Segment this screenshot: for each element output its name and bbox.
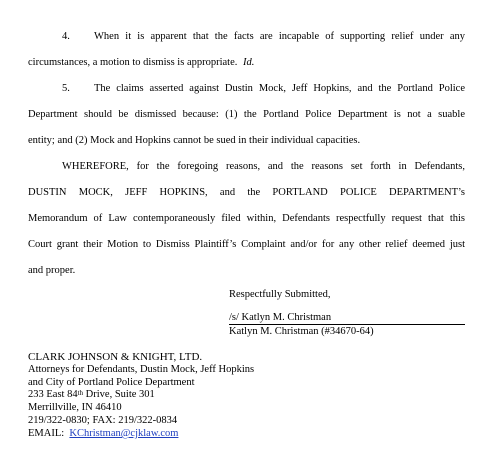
wherefore-line4: Court grant their Motion to Dismiss Plaintiff’s Complaint and/or for any other relief deemed just [28, 239, 465, 250]
para4-line2 [28, 57, 254, 69]
wherefore-line1: WHEREFORE, for the foregoing reasons, and the reasons set forth in Defendants, [62, 161, 465, 172]
firm-address [28, 389, 155, 401]
firm-name: CLARK JOHNSON & KNIGHT, LTD. [28, 351, 203, 363]
firm-email [28, 428, 178, 440]
para4-line2-text: circumstances, a motion to dismiss is appropriate. [28, 57, 238, 68]
signature-esign: /s/ Katlyn M. Christman [229, 312, 332, 323]
firm-address-number: 233 East 84 [28, 389, 78, 400]
firm-attorneys-line1: Attorneys for Defendants, Dustin Mock, Jeff Hopkins [28, 364, 255, 375]
para5-line1: The claims asserted against Dustin Mock, Jeff Hopkins, and the Portland Police [94, 83, 465, 94]
signature-underline [229, 324, 465, 325]
para4-citation: Id. [243, 57, 255, 68]
signature-name: Katlyn M. Christman (#34670-64) [229, 326, 374, 337]
firm-attorneys-line2: and City of Portland Police Department [28, 377, 195, 388]
firm-address-rest: Drive, Suite 301 [83, 389, 155, 400]
wherefore-line2: DUSTIN MOCK, JEFF HOPKINS, and the PORTLAND POLICE DEPARTMENT’s [28, 187, 465, 198]
para5-line2: Department should be dismissed because: (1) the Portland Police Department is not a suable [28, 109, 465, 120]
wherefore-line5: and proper. [28, 265, 76, 276]
wherefore-line3: Memorandum of Law contemporaneously filed within, Defendants respectfully request that this [28, 213, 465, 224]
email-link[interactable]: KChristman@cjklaw.com [69, 428, 179, 439]
firm-address-suffix: th [77, 389, 84, 397]
para4-line1: When it is apparent that the facts are incapable of supporting relief under any [94, 31, 465, 42]
signature-closing: Respectfully Submitted, [229, 289, 331, 300]
para5-line3: entity; and (2) Mock and Hopkins cannot be sued in their individual capacities. [28, 135, 361, 146]
para4-number: 4. [62, 31, 70, 42]
firm-email-label: EMAIL: [28, 428, 70, 439]
firm-city: Merrillville, IN 46410 [28, 402, 122, 413]
para5-number: 5. [62, 83, 70, 94]
firm-phone: 219/322-0830; FAX: 219/322-0834 [28, 415, 178, 426]
